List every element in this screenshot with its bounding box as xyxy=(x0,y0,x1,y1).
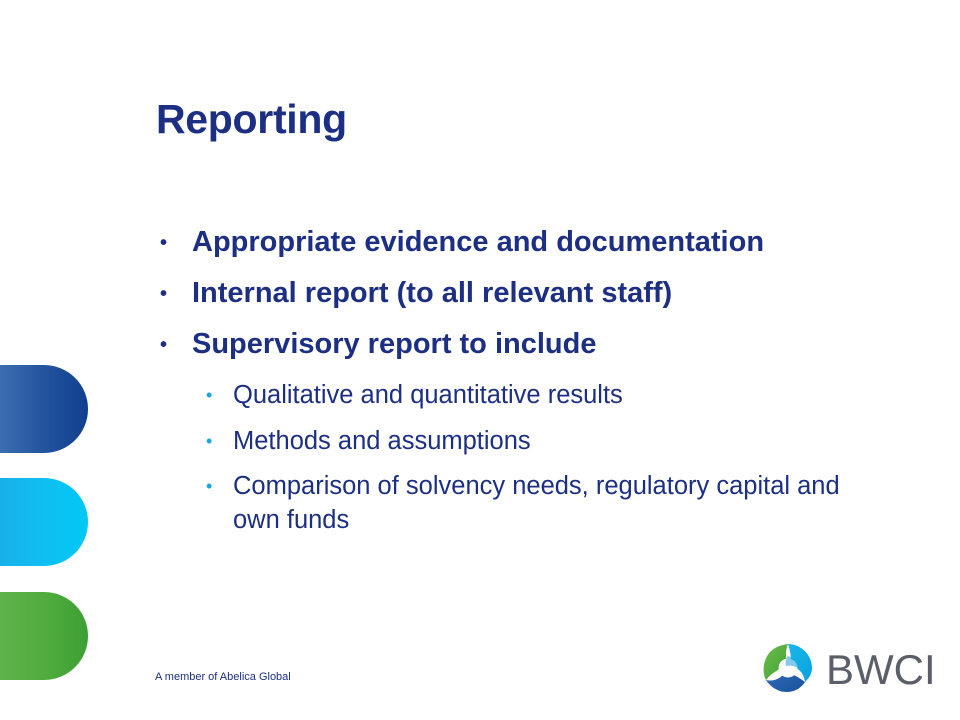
bullet-item xyxy=(156,327,916,361)
sub-bullet-text: Qualitative and quantitative results xyxy=(233,381,623,409)
sub-bullet-item xyxy=(156,378,916,412)
sub-bullet-dot-icon: • xyxy=(206,476,213,496)
decorative-tab-cyan xyxy=(0,478,88,566)
sub-bullet-text: Methods and assumptions xyxy=(233,427,531,455)
sub-bullet-dot-icon: • xyxy=(206,385,213,405)
member-tagline: A member of Abelica Global xyxy=(155,671,291,683)
bullet-item xyxy=(156,225,916,259)
bullet-item xyxy=(156,276,916,310)
sub-bullet-item xyxy=(156,424,916,458)
sub-bullet-item xyxy=(156,469,853,537)
bullet-dot-icon: • xyxy=(160,283,168,305)
decorative-tab-green xyxy=(0,592,88,680)
bwci-logo xyxy=(760,640,936,700)
bullet-dot-icon: • xyxy=(160,334,168,356)
sub-bullet-dot-icon: • xyxy=(206,431,213,451)
sub-bullet-text: Comparison of solvency needs, regulatory capital and own funds xyxy=(233,472,840,534)
bwci-logo-icon xyxy=(760,640,816,696)
bullet-text: Internal report (to all relevant staff) xyxy=(192,277,673,309)
decorative-tab-blue xyxy=(0,365,88,453)
bullet-dot-icon: • xyxy=(160,232,168,254)
bullet-list xyxy=(156,225,916,549)
bwci-logo-text: BWCI xyxy=(826,646,936,693)
bullet-text: Supervisory report to include xyxy=(192,328,597,360)
slide-title: Reporting xyxy=(156,96,347,142)
bullet-text: Appropriate evidence and documentation xyxy=(192,226,765,258)
